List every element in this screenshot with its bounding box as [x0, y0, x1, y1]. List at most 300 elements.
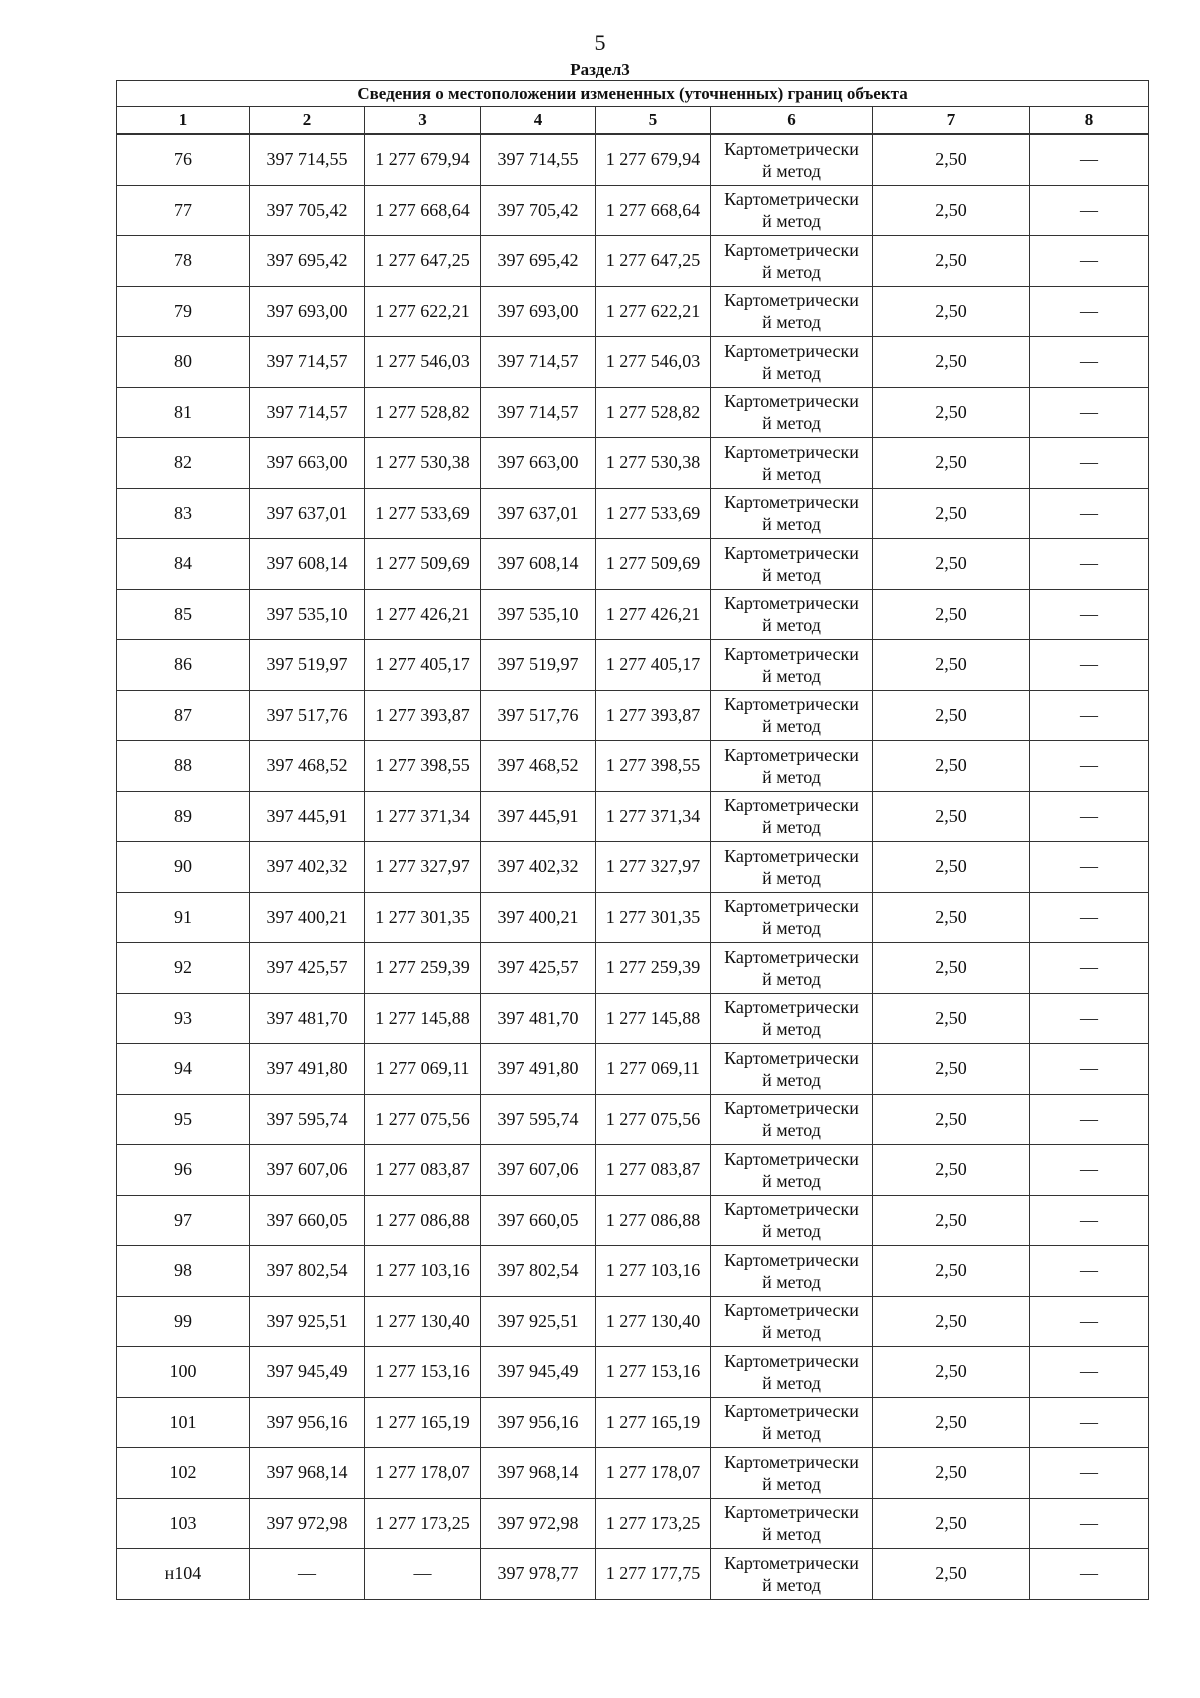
method-cell: [711, 1195, 873, 1246]
accuracy-cell: 2,50: [873, 286, 1030, 337]
y-old-cell: —: [365, 1549, 481, 1600]
table-row: [117, 236, 1149, 287]
x-new-cell: 397 535,10: [481, 589, 596, 640]
method-line-2: й метод: [762, 362, 821, 383]
description-cell: —: [1030, 438, 1149, 489]
y-old-cell: 1 277 145,88: [365, 993, 481, 1044]
y-new-cell: 1 277 103,16: [596, 1246, 711, 1297]
x-old-cell: 397 695,42: [250, 236, 365, 287]
description-cell: —: [1030, 1195, 1149, 1246]
x-new-cell: 397 660,05: [481, 1195, 596, 1246]
y-new-cell: 1 277 301,35: [596, 892, 711, 943]
y-old-cell: 1 277 103,16: [365, 1246, 481, 1297]
description-cell: —: [1030, 1498, 1149, 1549]
table-caption: Сведения о местоположении измененных (уточненных) границ объекта: [117, 81, 1149, 107]
point-number-cell: 100: [117, 1347, 250, 1398]
method-line-1: Картометрически: [724, 1098, 859, 1119]
x-new-cell: 397 425,57: [481, 943, 596, 994]
description-cell: —: [1030, 690, 1149, 741]
method-line-2: й метод: [762, 1170, 821, 1191]
method-line-1: Картометрически: [724, 138, 859, 159]
table-row: [117, 943, 1149, 994]
y-new-cell: 1 277 393,87: [596, 690, 711, 741]
method-line-2: й метод: [762, 1120, 821, 1141]
y-old-cell: 1 277 083,87: [365, 1145, 481, 1196]
method-line-2: й метод: [762, 1372, 821, 1393]
y-new-cell: 1 277 622,21: [596, 286, 711, 337]
method-line-2: й метод: [762, 514, 821, 535]
table-row: [117, 791, 1149, 842]
method-cell: [711, 387, 873, 438]
y-old-cell: 1 277 398,55: [365, 741, 481, 792]
table-row: [117, 185, 1149, 236]
column-number: 5: [596, 107, 711, 135]
x-old-cell: 397 660,05: [250, 1195, 365, 1246]
y-old-cell: 1 277 405,17: [365, 640, 481, 691]
description-cell: —: [1030, 1347, 1149, 1398]
accuracy-cell: 2,50: [873, 387, 1030, 438]
method-line-2: й метод: [762, 564, 821, 585]
x-old-cell: 397 968,14: [250, 1448, 365, 1499]
method-line-2: й метод: [762, 1322, 821, 1343]
x-new-cell: 397 481,70: [481, 993, 596, 1044]
x-new-cell: 397 802,54: [481, 1246, 596, 1297]
y-old-cell: 1 277 173,25: [365, 1498, 481, 1549]
method-cell: [711, 337, 873, 388]
accuracy-cell: 2,50: [873, 438, 1030, 489]
method-cell: [711, 134, 873, 185]
x-old-cell: 397 517,76: [250, 690, 365, 741]
y-new-cell: 1 277 069,11: [596, 1044, 711, 1095]
accuracy-cell: 2,50: [873, 1296, 1030, 1347]
y-new-cell: 1 277 259,39: [596, 943, 711, 994]
table-row: [117, 690, 1149, 741]
x-old-cell: 397 519,97: [250, 640, 365, 691]
x-old-cell: 397 714,55: [250, 134, 365, 185]
y-old-cell: 1 277 178,07: [365, 1448, 481, 1499]
x-old-cell: 397 481,70: [250, 993, 365, 1044]
method-line-2: й метод: [762, 766, 821, 787]
y-old-cell: 1 277 546,03: [365, 337, 481, 388]
x-old-cell: 397 425,57: [250, 943, 365, 994]
x-new-cell: 397 705,42: [481, 185, 596, 236]
point-number-cell: 78: [117, 236, 250, 287]
column-number: 6: [711, 107, 873, 135]
description-cell: —: [1030, 1296, 1149, 1347]
method-line-1: Картометрически: [724, 1249, 859, 1270]
method-cell: [711, 1044, 873, 1095]
method-line-1: Картометрически: [724, 1148, 859, 1169]
description-cell: —: [1030, 539, 1149, 590]
x-new-cell: 397 517,76: [481, 690, 596, 741]
method-line-2: й метод: [762, 867, 821, 888]
description-cell: —: [1030, 1094, 1149, 1145]
method-line-2: й метод: [762, 160, 821, 181]
accuracy-cell: 2,50: [873, 1549, 1030, 1600]
y-old-cell: 1 277 533,69: [365, 488, 481, 539]
page-number: 5: [594, 30, 606, 55]
description-cell: —: [1030, 1044, 1149, 1095]
x-old-cell: 397 714,57: [250, 337, 365, 388]
accuracy-cell: 2,50: [873, 1448, 1030, 1499]
method-line-2: й метод: [762, 1069, 821, 1090]
x-new-cell: 397 956,16: [481, 1397, 596, 1448]
table-row: [117, 1347, 1149, 1398]
point-number-cell: 77: [117, 185, 250, 236]
x-new-cell: 397 714,55: [481, 134, 596, 185]
x-old-cell: 397 608,14: [250, 539, 365, 590]
accuracy-cell: 2,50: [873, 1195, 1030, 1246]
x-old-cell: —: [250, 1549, 365, 1600]
accuracy-cell: 2,50: [873, 993, 1030, 1044]
accuracy-cell: 2,50: [873, 185, 1030, 236]
x-old-cell: 397 607,06: [250, 1145, 365, 1196]
method-line-1: Картометрически: [724, 492, 859, 513]
description-cell: —: [1030, 1448, 1149, 1499]
method-line-1: Картометрически: [724, 896, 859, 917]
y-new-cell: 1 277 426,21: [596, 589, 711, 640]
point-number-cell: 86: [117, 640, 250, 691]
y-new-cell: 1 277 371,34: [596, 791, 711, 842]
x-old-cell: 397 802,54: [250, 1246, 365, 1297]
accuracy-cell: 2,50: [873, 488, 1030, 539]
accuracy-cell: 2,50: [873, 539, 1030, 590]
x-old-cell: 397 714,57: [250, 387, 365, 438]
method-line-1: Картометрически: [724, 1451, 859, 1472]
column-number: 1: [117, 107, 250, 135]
accuracy-cell: 2,50: [873, 236, 1030, 287]
table-row: [117, 640, 1149, 691]
table-row: [117, 286, 1149, 337]
method-cell: [711, 1094, 873, 1145]
description-cell: —: [1030, 1549, 1149, 1600]
x-new-cell: 397 468,52: [481, 741, 596, 792]
table-row: [117, 1397, 1149, 1448]
description-cell: —: [1030, 589, 1149, 640]
y-old-cell: 1 277 426,21: [365, 589, 481, 640]
accuracy-cell: 2,50: [873, 892, 1030, 943]
point-number-cell: 85: [117, 589, 250, 640]
x-old-cell: 397 400,21: [250, 892, 365, 943]
method-line-1: Картометрически: [724, 997, 859, 1018]
method-line-1: Картометрически: [724, 290, 859, 311]
accuracy-cell: 2,50: [873, 134, 1030, 185]
method-cell: [711, 488, 873, 539]
point-number-cell: 88: [117, 741, 250, 792]
method-line-1: Картометрически: [724, 239, 859, 260]
method-line-1: Картометрически: [724, 1199, 859, 1220]
description-cell: —: [1030, 1397, 1149, 1448]
method-line-2: й метод: [762, 716, 821, 737]
y-new-cell: 1 277 178,07: [596, 1448, 711, 1499]
method-cell: [711, 438, 873, 489]
y-new-cell: 1 277 327,97: [596, 842, 711, 893]
method-cell: [711, 741, 873, 792]
y-new-cell: 1 277 086,88: [596, 1195, 711, 1246]
table-row: [117, 1246, 1149, 1297]
x-old-cell: 397 445,91: [250, 791, 365, 842]
accuracy-cell: 2,50: [873, 690, 1030, 741]
y-old-cell: 1 277 259,39: [365, 943, 481, 994]
method-cell: [711, 1145, 873, 1196]
description-cell: —: [1030, 943, 1149, 994]
table-row: [117, 1549, 1149, 1600]
x-new-cell: 397 693,00: [481, 286, 596, 337]
description-cell: —: [1030, 1246, 1149, 1297]
x-old-cell: 397 637,01: [250, 488, 365, 539]
y-old-cell: 1 277 647,25: [365, 236, 481, 287]
x-new-cell: 397 400,21: [481, 892, 596, 943]
method-cell: [711, 640, 873, 691]
method-line-2: й метод: [762, 1019, 821, 1040]
table-row: [117, 488, 1149, 539]
y-old-cell: 1 277 086,88: [365, 1195, 481, 1246]
method-line-1: Картометрически: [724, 744, 859, 765]
y-old-cell: 1 277 153,16: [365, 1347, 481, 1398]
method-line-1: Картометрически: [724, 694, 859, 715]
x-old-cell: 397 663,00: [250, 438, 365, 489]
accuracy-cell: 2,50: [873, 337, 1030, 388]
method-line-1: Картометрически: [724, 593, 859, 614]
method-cell: [711, 1246, 873, 1297]
x-old-cell: 397 972,98: [250, 1498, 365, 1549]
accuracy-cell: 2,50: [873, 1347, 1030, 1398]
y-old-cell: 1 277 130,40: [365, 1296, 481, 1347]
x-old-cell: 397 945,49: [250, 1347, 365, 1398]
method-line-2: й метод: [762, 968, 821, 989]
y-old-cell: 1 277 530,38: [365, 438, 481, 489]
point-number-cell: 79: [117, 286, 250, 337]
method-cell: [711, 690, 873, 741]
x-new-cell: 397 945,49: [481, 1347, 596, 1398]
point-number-cell: 98: [117, 1246, 250, 1297]
y-new-cell: 1 277 398,55: [596, 741, 711, 792]
table-row: [117, 1498, 1149, 1549]
y-new-cell: 1 277 130,40: [596, 1296, 711, 1347]
y-old-cell: 1 277 301,35: [365, 892, 481, 943]
y-new-cell: 1 277 405,17: [596, 640, 711, 691]
method-cell: [711, 943, 873, 994]
y-new-cell: 1 277 083,87: [596, 1145, 711, 1196]
table-row: [117, 1044, 1149, 1095]
point-number-cell: 102: [117, 1448, 250, 1499]
x-new-cell: 397 714,57: [481, 337, 596, 388]
x-old-cell: 397 491,80: [250, 1044, 365, 1095]
point-number-cell: 99: [117, 1296, 250, 1347]
method-line-2: й метод: [762, 463, 821, 484]
accuracy-cell: 2,50: [873, 1094, 1030, 1145]
accuracy-cell: 2,50: [873, 1145, 1030, 1196]
point-number-cell: 92: [117, 943, 250, 994]
method-line-1: Картометрически: [724, 1552, 859, 1573]
point-number-cell: 93: [117, 993, 250, 1044]
point-number-cell: 90: [117, 842, 250, 893]
method-cell: [711, 185, 873, 236]
y-new-cell: 1 277 533,69: [596, 488, 711, 539]
x-new-cell: 397 925,51: [481, 1296, 596, 1347]
x-old-cell: 397 693,00: [250, 286, 365, 337]
accuracy-cell: 2,50: [873, 1397, 1030, 1448]
y-new-cell: 1 277 546,03: [596, 337, 711, 388]
y-old-cell: 1 277 069,11: [365, 1044, 481, 1095]
point-number-cell: 83: [117, 488, 250, 539]
point-number-cell: 101: [117, 1397, 250, 1448]
table-row: [117, 1195, 1149, 1246]
description-cell: —: [1030, 488, 1149, 539]
description-cell: —: [1030, 892, 1149, 943]
method-cell: [711, 1448, 873, 1499]
method-line-2: й метод: [762, 261, 821, 282]
point-number-cell: 76: [117, 134, 250, 185]
y-new-cell: 1 277 153,16: [596, 1347, 711, 1398]
y-old-cell: 1 277 327,97: [365, 842, 481, 893]
method-line-1: Картометрически: [724, 1047, 859, 1068]
point-number-cell: н104: [117, 1549, 250, 1600]
table-row: [117, 337, 1149, 388]
y-new-cell: 1 277 528,82: [596, 387, 711, 438]
column-number: 4: [481, 107, 596, 135]
x-new-cell: 397 607,06: [481, 1145, 596, 1196]
point-number-cell: 84: [117, 539, 250, 590]
x-new-cell: 397 968,14: [481, 1448, 596, 1499]
table-row: [117, 387, 1149, 438]
x-old-cell: 397 595,74: [250, 1094, 365, 1145]
accuracy-cell: 2,50: [873, 842, 1030, 893]
y-new-cell: 1 277 668,64: [596, 185, 711, 236]
y-old-cell: 1 277 668,64: [365, 185, 481, 236]
description-cell: —: [1030, 134, 1149, 185]
column-number: 8: [1030, 107, 1149, 135]
method-line-1: Картометрически: [724, 946, 859, 967]
method-cell: [711, 993, 873, 1044]
point-number-cell: 94: [117, 1044, 250, 1095]
method-cell: [711, 842, 873, 893]
accuracy-cell: 2,50: [873, 741, 1030, 792]
y-old-cell: 1 277 165,19: [365, 1397, 481, 1448]
method-line-2: й метод: [762, 1221, 821, 1242]
table-row: [117, 589, 1149, 640]
method-line-2: й метод: [762, 312, 821, 333]
method-line-2: й метод: [762, 1473, 821, 1494]
point-number-cell: 91: [117, 892, 250, 943]
point-number-cell: 80: [117, 337, 250, 388]
coordinates-table: [116, 80, 1149, 1600]
x-old-cell: 397 956,16: [250, 1397, 365, 1448]
table-row: [117, 1145, 1149, 1196]
x-new-cell: 397 608,14: [481, 539, 596, 590]
point-number-cell: 82: [117, 438, 250, 489]
y-new-cell: 1 277 679,94: [596, 134, 711, 185]
method-cell: [711, 286, 873, 337]
accuracy-cell: 2,50: [873, 640, 1030, 691]
y-old-cell: 1 277 509,69: [365, 539, 481, 590]
table-row: [117, 134, 1149, 185]
description-cell: —: [1030, 185, 1149, 236]
method-line-2: й метод: [762, 1271, 821, 1292]
y-new-cell: 1 277 165,19: [596, 1397, 711, 1448]
column-number: 2: [250, 107, 365, 135]
y-new-cell: 1 277 145,88: [596, 993, 711, 1044]
x-old-cell: 397 468,52: [250, 741, 365, 792]
y-new-cell: 1 277 075,56: [596, 1094, 711, 1145]
method-line-2: й метод: [762, 1574, 821, 1595]
table-row: [117, 1448, 1149, 1499]
method-line-1: Картометрически: [724, 795, 859, 816]
method-line-1: Картометрически: [724, 189, 859, 210]
point-number-cell: 87: [117, 690, 250, 741]
method-line-1: Картометрически: [724, 542, 859, 563]
y-new-cell: 1 277 509,69: [596, 539, 711, 590]
x-new-cell: 397 695,42: [481, 236, 596, 287]
column-number: 3: [365, 107, 481, 135]
method-line-1: Картометрически: [724, 391, 859, 412]
x-new-cell: 397 445,91: [481, 791, 596, 842]
description-cell: —: [1030, 993, 1149, 1044]
table-row: [117, 539, 1149, 590]
method-line-1: Картометрически: [724, 643, 859, 664]
method-cell: [711, 1296, 873, 1347]
point-number-cell: 97: [117, 1195, 250, 1246]
point-number-cell: 81: [117, 387, 250, 438]
method-line-1: Картометрически: [724, 1300, 859, 1321]
description-cell: —: [1030, 337, 1149, 388]
method-line-1: Картометрически: [724, 845, 859, 866]
y-old-cell: 1 277 075,56: [365, 1094, 481, 1145]
method-cell: [711, 1549, 873, 1600]
description-cell: —: [1030, 842, 1149, 893]
description-cell: —: [1030, 1145, 1149, 1196]
accuracy-cell: 2,50: [873, 791, 1030, 842]
method-cell: [711, 236, 873, 287]
x-old-cell: 397 925,51: [250, 1296, 365, 1347]
table-row: [117, 892, 1149, 943]
method-line-2: й метод: [762, 817, 821, 838]
method-line-1: Картометрически: [724, 1401, 859, 1422]
y-old-cell: 1 277 393,87: [365, 690, 481, 741]
point-number-cell: 89: [117, 791, 250, 842]
method-cell: [711, 1397, 873, 1448]
y-old-cell: 1 277 528,82: [365, 387, 481, 438]
method-line-2: й метод: [762, 1524, 821, 1545]
method-cell: [711, 589, 873, 640]
y-new-cell: 1 277 173,25: [596, 1498, 711, 1549]
description-cell: —: [1030, 741, 1149, 792]
description-cell: —: [1030, 286, 1149, 337]
x-new-cell: 397 402,32: [481, 842, 596, 893]
accuracy-cell: 2,50: [873, 943, 1030, 994]
table-row: [117, 993, 1149, 1044]
table-row: [117, 842, 1149, 893]
accuracy-cell: 2,50: [873, 1498, 1030, 1549]
method-cell: [711, 539, 873, 590]
section-title: Раздел3: [570, 60, 630, 79]
table-row: [117, 1296, 1149, 1347]
x-old-cell: 397 535,10: [250, 589, 365, 640]
x-new-cell: 397 714,57: [481, 387, 596, 438]
y-new-cell: 1 277 177,75: [596, 1549, 711, 1600]
x-new-cell: 397 519,97: [481, 640, 596, 691]
method-cell: [711, 1498, 873, 1549]
method-line-2: й метод: [762, 211, 821, 232]
method-line-1: Картометрически: [724, 1350, 859, 1371]
description-cell: —: [1030, 236, 1149, 287]
x-new-cell: 397 972,98: [481, 1498, 596, 1549]
x-new-cell: 397 491,80: [481, 1044, 596, 1095]
column-number: 7: [873, 107, 1030, 135]
accuracy-cell: 2,50: [873, 1044, 1030, 1095]
table-row: [117, 741, 1149, 792]
method-line-1: Картометрически: [724, 340, 859, 361]
